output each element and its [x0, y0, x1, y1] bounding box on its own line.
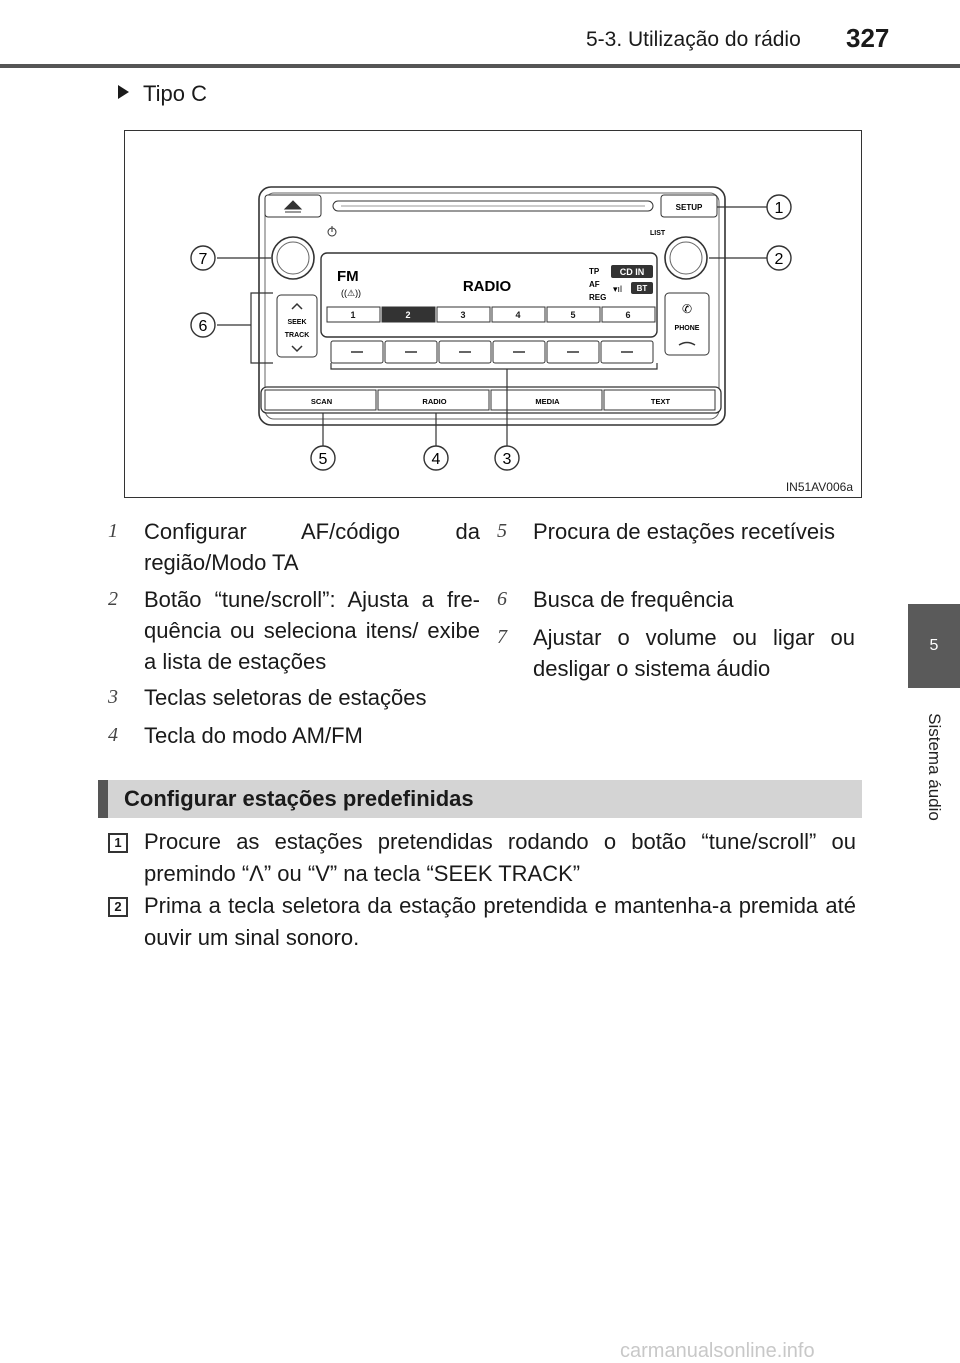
radio-illustration	[125, 131, 863, 499]
callout-label: 2	[774, 251, 784, 268]
step-text-2: Prima a tecla seletora da estação pretendida e mantenha-a premida até ouvir um sinal sonoro.	[144, 893, 856, 950]
legend-text-5: Procura de estações recetíveis	[533, 519, 836, 544]
phone-label: PHONE	[674, 325, 700, 332]
setup-label: SETUP	[675, 203, 703, 212]
section-title-bar	[98, 780, 862, 818]
signal-icon: ▾ıl	[613, 284, 623, 294]
indicator-reg: REG	[589, 293, 607, 302]
legend-number: 6	[497, 588, 507, 610]
mode-label: RADIO	[462, 278, 512, 295]
triangle-bullet-icon	[118, 85, 129, 99]
volume-knob	[272, 237, 314, 279]
track-label: TRACK	[284, 332, 310, 339]
bottom-button-label: TEXT	[650, 397, 671, 406]
legend-number: 7	[497, 626, 507, 648]
chapter-number: 5	[929, 637, 939, 654]
legend-text-7: Ajustar o volume ou ligar ou desligar o sistema áudio	[533, 625, 855, 681]
preset-slot-label: 4	[515, 310, 521, 320]
figure-code: IN51AV006a	[785, 480, 853, 494]
chapter-title: Sistema áudio	[925, 713, 944, 821]
preset-slot-label: 5	[570, 310, 576, 320]
legend-number: 3	[108, 686, 118, 708]
phone-icon: ✆	[681, 302, 693, 316]
bottom-button-label: MEDIA	[535, 397, 560, 406]
legend-number: 4	[108, 724, 118, 746]
legend-number: 2	[108, 588, 118, 610]
step-number-box: 1	[108, 833, 128, 853]
callout-label: 3	[502, 451, 512, 468]
legend-text-2: Botão “tune/scroll”: Ajusta a fre- quência ou seleciona itens/ exibe a lista de estações	[144, 587, 480, 674]
type-heading-text: Tipo C	[143, 81, 207, 106]
legend-number: 1	[108, 520, 118, 542]
callout-label: 4	[431, 451, 441, 468]
bottom-button-label: RADIO	[422, 397, 447, 406]
legend-number: 5	[497, 520, 507, 542]
legend-text-1: Configurar AF/código da região/Modo TA	[144, 519, 480, 575]
cd-in-label: CD IN	[619, 267, 645, 277]
page-number: 327	[846, 23, 890, 53]
section-title: Configurar estações predefinidas	[124, 786, 474, 811]
radio-figure	[124, 130, 862, 498]
callout-label: 6	[198, 318, 208, 335]
preset-slot-label: 6	[625, 310, 631, 320]
indicator-tp: TP	[589, 267, 600, 276]
legend-text-6: Busca de frequência	[533, 587, 734, 612]
band-label: FM	[337, 268, 359, 285]
type-heading	[118, 81, 207, 107]
step-text-1: Procure as estações pretendidas rodando o botão “tune/scroll” ou premindo “Λ” ou “V” na tecla “SEEK TRACK”	[144, 829, 856, 886]
chapter-title-vertical	[920, 702, 948, 832]
legend-text-4: Tecla do modo AM/FM	[144, 723, 363, 748]
list-label: LIST	[650, 230, 666, 237]
bottom-button-label: SCAN	[310, 397, 333, 406]
fm-signal-icon: ((⚠))	[341, 288, 362, 298]
header-rule	[0, 64, 960, 68]
tune-knob	[665, 237, 707, 279]
watermark: carmanualsonline.info	[620, 1340, 815, 1362]
chapter-tab	[908, 604, 960, 688]
running-header-section: 5-3. Utilização do rádio	[586, 28, 801, 51]
preset-slot-label: 2	[405, 310, 411, 320]
step-number-box: 2	[108, 897, 128, 917]
preset-slot-label: 1	[350, 310, 356, 320]
bt-label: BT	[636, 284, 648, 293]
callout-label: 7	[198, 251, 208, 268]
radio-display	[321, 253, 657, 337]
indicator-af: AF	[589, 280, 600, 289]
callout-label: 5	[318, 451, 328, 468]
callout-label: 1	[774, 200, 784, 217]
preset-slot-label: 3	[460, 310, 466, 320]
seek-label: SEEK	[287, 319, 307, 326]
legend-text-3: Teclas seletoras de estações	[144, 685, 427, 710]
